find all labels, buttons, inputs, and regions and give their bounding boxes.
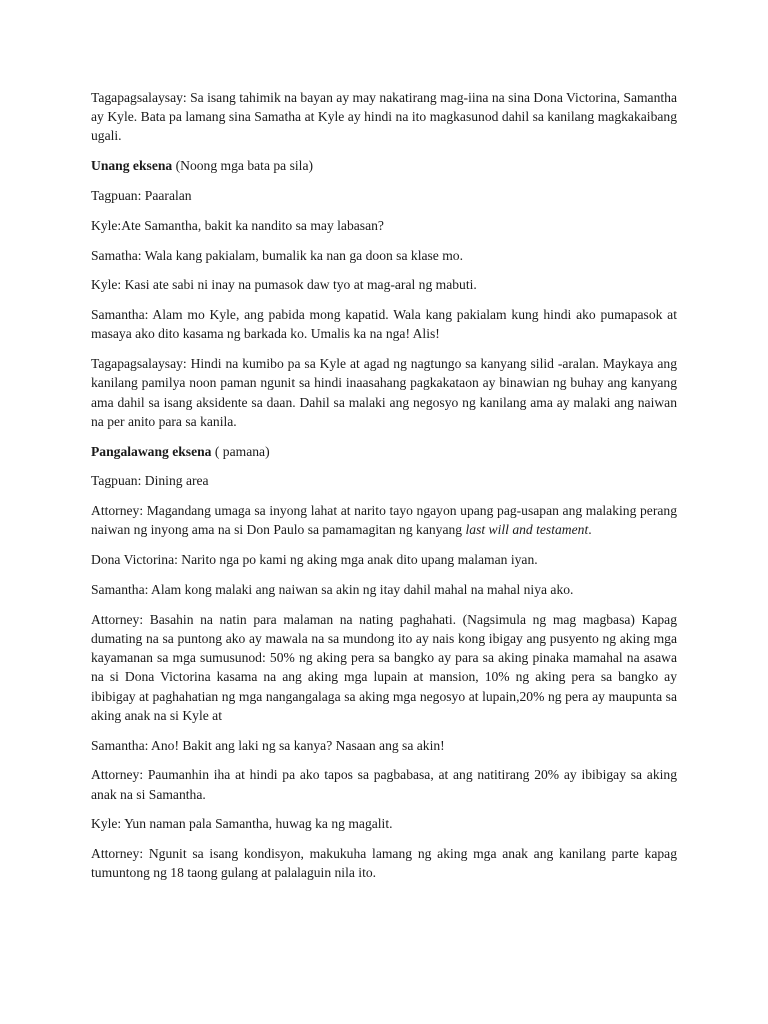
dialogue-text-end: .	[588, 522, 592, 538]
scene-title: Unang eksena	[91, 158, 173, 174]
narration-paragraph: Tagapagsalaysay: Sa isang tahimik na bayan ay may nakatirang mag-iina na sina Dona Victorina, Samantha ay Kyle. Bata pa lamang sina Samatha at Kyle ay hindi na ito magkasunod dahil sa kanilang magkakaibang ugali.	[91, 90, 677, 144]
dialogue-line	[91, 501, 677, 539]
scene-heading-2	[91, 442, 677, 461]
setting-line: Tagpuan: Dining area	[91, 473, 209, 489]
scene-heading-1	[91, 156, 677, 175]
dialogue-text: Attorney: Magandang umaga sa inyong lahat at narito tayo ngayon upang pag-usapan ang malaking perang naiwan ng inyong ama na si Don Paulo sa pamamagitan ng kanyang	[91, 503, 677, 538]
dialogue-line: Attorney: Basahin na natin para malaman na nating paghahati. (Nagsimula ng mag magbasa) Kapag dumating na sa puntong ako ay mawala na sa mundong ito ay nais kong ibigay ang pusyento ng aking mga kayamanan sa mga sumusunod: 50% ng aking pera sa bangko ay para sa aking pinaka mamahal na asawa na si Dona Victorina kasama na ang aking mga lupain at mansion, 10% ng aking pera sa bangko ay ibibigay at paghahatian ng mga nangangalaga sa aking mga negosyo at lupain,20% ng pera ay maupunta sa aking anak na si Kyle at	[91, 611, 677, 723]
dialogue-line: Samantha: Alam kong malaki ang naiwan sa akin ng itay dahil mahal na mahal niya ako.	[91, 581, 574, 597]
dialogue-line: Dona Victorina: Narito nga po kami ng aking mga anak dito upang malaman iyan.	[91, 552, 538, 568]
dialogue-line: Samatha: Wala kang pakialam, bumalik ka nan ga doon sa klase mo.	[91, 247, 464, 263]
dialogue-line: Attorney: Paumanhin iha at hindi pa ako tapos sa pagbabasa, at ang natitirang 20% ay ibibigay sa aking anak na si Samantha.	[91, 767, 677, 802]
dialogue-line: Samantha: Ano! Bakit ang laki ng sa kanya? Nasaan ang sa akin!	[91, 737, 445, 753]
dialogue-line: Kyle: Kasi ate sabi ni inay na pumasok daw tyo at mag-aral ng mabuti.	[91, 277, 477, 293]
scene-title: Pangalawang eksena	[91, 443, 212, 459]
dialogue-line: Kyle:Ate Samantha, bakit ka nandito sa may labasan?	[91, 217, 384, 233]
dialogue-line: Attorney: Ngunit sa isang kondisyon, makukuha lamang ng aking mga anak ang kanilang parte kapag tumuntong ng 18 taong gulang at palalaguin nila ito.	[91, 846, 677, 881]
scene-subtitle: ( pamana)	[211, 443, 270, 459]
dialogue-line: Samantha: Alam mo Kyle, ang pabida mong kapatid. Wala kang pakialam kung hindi ako pumapasok at masaya ako dito kasama ng barkada ko. Umalis ka na nga! Alis!	[91, 307, 677, 342]
scene-subtitle: (Noong mga bata pa sila)	[172, 158, 314, 174]
setting-line: Tagpuan: Paaralan	[91, 188, 192, 203]
dialogue-line: Kyle: Yun naman pala Samantha, huwag ka ng magalit.	[91, 816, 393, 832]
italic-phrase: last will and testament	[465, 522, 589, 538]
narration-paragraph: Tagapagsalaysay: Hindi na kumibo pa sa Kyle at agad ng nagtungo sa kanyang silid -aralan. Maykaya ang kanilang pamilya noon paman ngunit sa hindi inaasahang pagkakataon ay binawian ng buhay ang kanyang ama dahil sa isang aksidente sa daan. Dahil sa malaki ang negosyo ng kanilang ama ay malaki ang naiwan na per anito para sa kanila.	[91, 356, 677, 429]
